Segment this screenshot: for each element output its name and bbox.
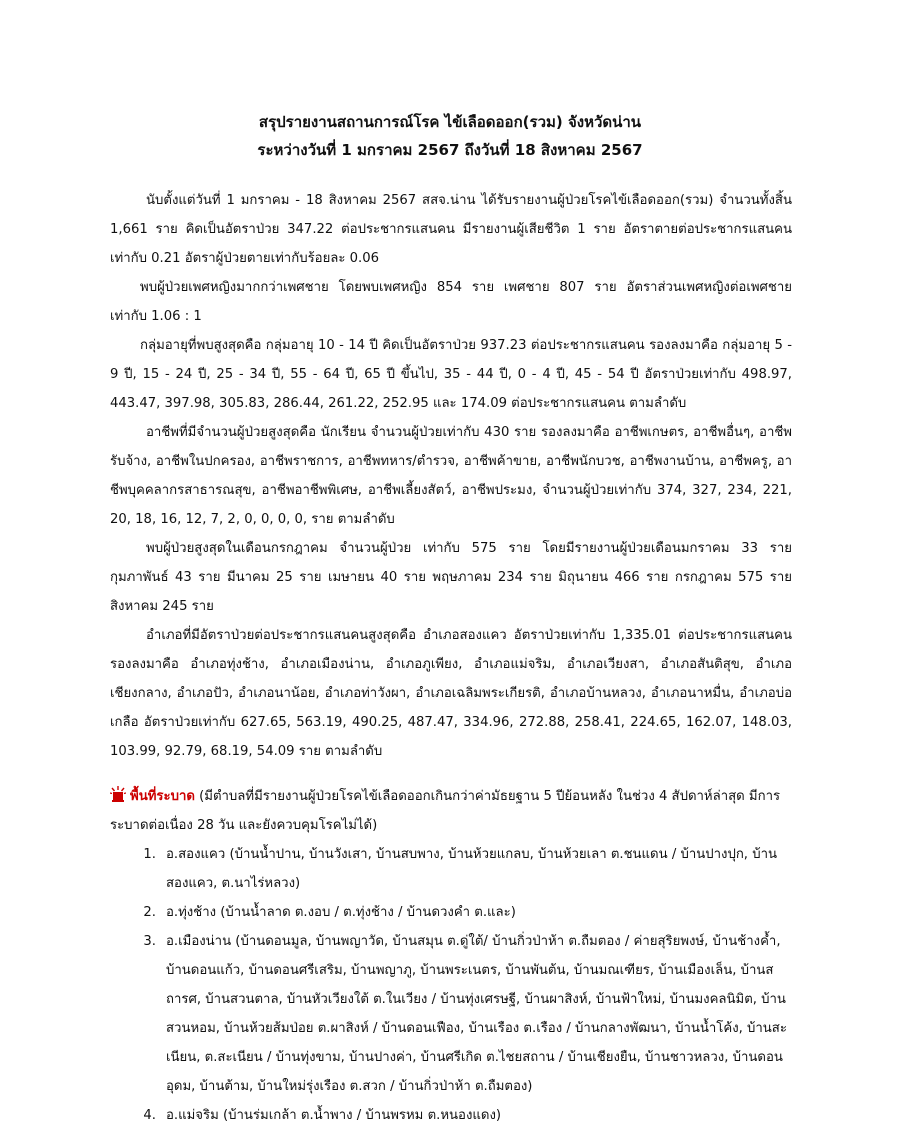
alert-siren-icon xyxy=(110,784,126,800)
occupation-paragraph: อาชีพที่มีจำนวนผู้ป่วยสูงสุดคือ นักเรียน จำนวนผู้ป่วยเท่ากับ 430 ราย รองลงมาคือ อาชีพเกษตร, อาชีพอื่นๆ, อาชีพรับจ้าง, อาชีพในปกครอง, อาชีพราชการ, อาชีพทหาร/ตำรวจ, อาชีพค้าขาย, อาชีพนักบวช, อาชีพงานบ้าน, อาชีพครู, อาชีพบุคคลากรสาธารณสุข, อาชีพอาชีพพิเศษ, อาชีพเลี้ยงสัตว์, อาชีพประมง, จำนวนผู้ป่วยเท่ากับ 374, 327, 234, 221, 20, 18, 16, 12, 7, 2, 0, 0, 0, 0, ราย ตามลำดับ xyxy=(110,425,792,527)
district-paragraph: อำเภอที่มีอัตราป่วยต่อประชากรแสนคนสูงสุดคือ อำเภอสองแคว อัตราป่วยเท่ากับ 1,335.01 ต่อประชากรแสนคน รองลงมาคือ อำเภอทุ่งช้าง, อำเภอเมืองน่าน, อำเภอภูเพียง, อำเภอแม่จริม, อำเภอเวียงสา, อำเภอสันติสุข, อำเภอเชียงกลาง, อำเภอปัว, อำเภอนาน้อย, อำเภอท่าวังผา, อำเภอเฉลิมพระเกียรติ, อำเภอบ้านหลวง, อำเภอนาหมื่น, อำเภอบ่อเกลือ อัตราป่วยเท่ากับ 627.65, 563.19, 490.25, 487.47, 334.96, 272.88, 258.41, 224.65, 162.07, 148.03, 103.99, 92.79, 68.19, 54.09 ราย ตามลำดับ xyxy=(110,628,792,759)
outbreak-heading xyxy=(110,782,792,840)
report-body xyxy=(110,186,792,766)
list-item xyxy=(110,840,792,898)
list-number: 4. xyxy=(143,1108,156,1123)
outbreak-area-list xyxy=(110,840,792,1130)
outbreak-section xyxy=(110,782,792,840)
list-text: อ.เมืองน่าน (บ้านดอนมูล, บ้านพญาวัด, บ้านสมุน ต.ดู่ใต้/ บ้านกิ่วป่าห้า ต.ถืมตอง / ค่ายสุริยพงษ์, บ้านช้างค้ำ, บ้านดอนแก้ว, บ้านดอนศรีเสริม, บ้านพญาภู, บ้านพระเนตร, บ้านพันต้น, บ้านมณเฑียร, บ้านเมืองเล็น, บ้านสถารศ, บ้านสวนตาล, บ้านหัวเวียงใต้ ต.ในเวียง / บ้านทุ่งเศรษฐี, บ้านผาสิงห์, บ้านฟ้าใหม่, บ้านมงคลนิมิต, บ้านสวนหอม, บ้านห้วยส้มป่อย ต.ผาสิงห์ / บ้านดอนเฟือง, บ้านเรือง ต.เรือง / บ้านกลางพัฒนา, บ้านน้ำโค้ง, บ้านสะเนียน, ต.สะเนียน / บ้านทุ่งขาม, บ้านปางค่า, บ้านศรีเกิด ต.ไชยสถาน / บ้านเชียงยืน, บ้านชาวหลวง, บ้านดอนอุดม, บ้านต้าม, บ้านใหม่รุ่งเรือง ต.สวก / บ้านกิ่วป่าห้า ต.ถืมตอง) xyxy=(166,934,787,1094)
list-item xyxy=(110,1101,792,1130)
monthly-paragraph: พบผู้ป่วยสูงสุดในเดือนกรกฎาคม จำนวนผู้ป่วย เท่ากับ 575 ราย โดยมีรายงานผู้ป่วยเดือนมกราคม 33 ราย กุมภาพันธ์ 43 ราย มีนาคม 25 ราย เมษายน 40 ราย พฤษภาคม 234 ราย มิถุนายน 466 ราย กรกฎาคม 575 ราย สิงหาคม 245 ราย xyxy=(110,541,792,614)
age-group-paragraph: กลุ่มอายุที่พบสูงสุดคือ กลุ่มอายุ 10 - 14 ปี คิดเป็นอัตราป่วย 937.23 ต่อประชากรแสนคน รองลงมาคือ กลุ่มอายุ 5 - 9 ปี, 15 - 24 ปี, 25 - 34 ปี, 55 - 64 ปี, 65 ปี ขึ้นไป, 35 - 44 ปี, 0 - 4 ปี, 45 - 54 ปี อัตราป่วยเท่ากับ 498.97, 443.47, 397.98, 305.83, 286.44, 261.22, 252.95 และ 174.09 ต่อประชากรแสนคน ตามลำดับ xyxy=(110,338,792,411)
list-text: อ.สองแคว (บ้านน้ำปาน, บ้านวังเสา, บ้านสบพาง, บ้านห้วยแกลบ, บ้านห้วยเลา ต.ชนแดน / บ้านปางปุก, บ้านสองแคว, ต.นาไร่หลวง) xyxy=(166,847,777,891)
list-item xyxy=(110,898,792,927)
summary-paragraph: นับตั้งแต่วันที่ 1 มกราคม - 18 สิงหาคม 2567 สสจ.น่าน ได้รับรายงานผู้ป่วยโรคไข้เลือดออก(รวม) จำนวนทั้งสิ้น 1,661 ราย คิดเป็นอัตราป่วย 347.22 ต่อประชากรแสนคน มีรายงานผู้เสียชีวิต 1 ราย อัตราตายต่อประชากรแสนคน เท่ากับ 0.21 อัตราผู้ป่วยตายเท่ากับร้อยละ 0.06 xyxy=(110,193,792,266)
list-number: 1. xyxy=(143,847,156,862)
report-date-range: ระหว่างวันที่ 1 มกราคม 2567 ถึงวันที่ 18 สิงหาคม 2567 xyxy=(257,141,643,159)
outbreak-label: พื้นที่ระบาด xyxy=(130,789,195,804)
list-text: อ.ทุ่งช้าง (บ้านน้ำลาด ต.งอบ / ต.ทุ่งช้าง / บ้านดวงคำ ต.และ) xyxy=(166,905,516,920)
gender-paragraph: พบผู้ป่วยเพศหญิงมากกว่าเพศชาย โดยพบเพศหญิง 854 ราย เพศชาย 807 ราย อัตราส่วนเพศหญิงต่อเพศชาย เท่ากับ 1.06 : 1 xyxy=(110,280,792,324)
report-title: สรุปรายงานสถานการณ์โรค ไข้เลือดออก(รวม) จังหวัดน่าน xyxy=(258,113,642,131)
list-text: อ.แม่จริม (บ้านร่มเกล้า ต.น้ำพาง / บ้านพรหม ต.หนองแดง) xyxy=(166,1108,502,1123)
list-number: 2. xyxy=(143,905,156,920)
list-item xyxy=(110,927,792,1101)
outbreak-description: (มีตำบลที่มีรายงานผู้ป่วยโรคไข้เลือดออกเกินกว่าค่ามัธยฐาน 5 ปีย้อนหลัง ในช่วง 4 สัปดาห์ล่าสุด มีการระบาดต่อเนื่อง 28 วัน และยังควบคุมโรคไม่ได้) xyxy=(110,789,781,833)
list-number: 3. xyxy=(143,934,156,949)
